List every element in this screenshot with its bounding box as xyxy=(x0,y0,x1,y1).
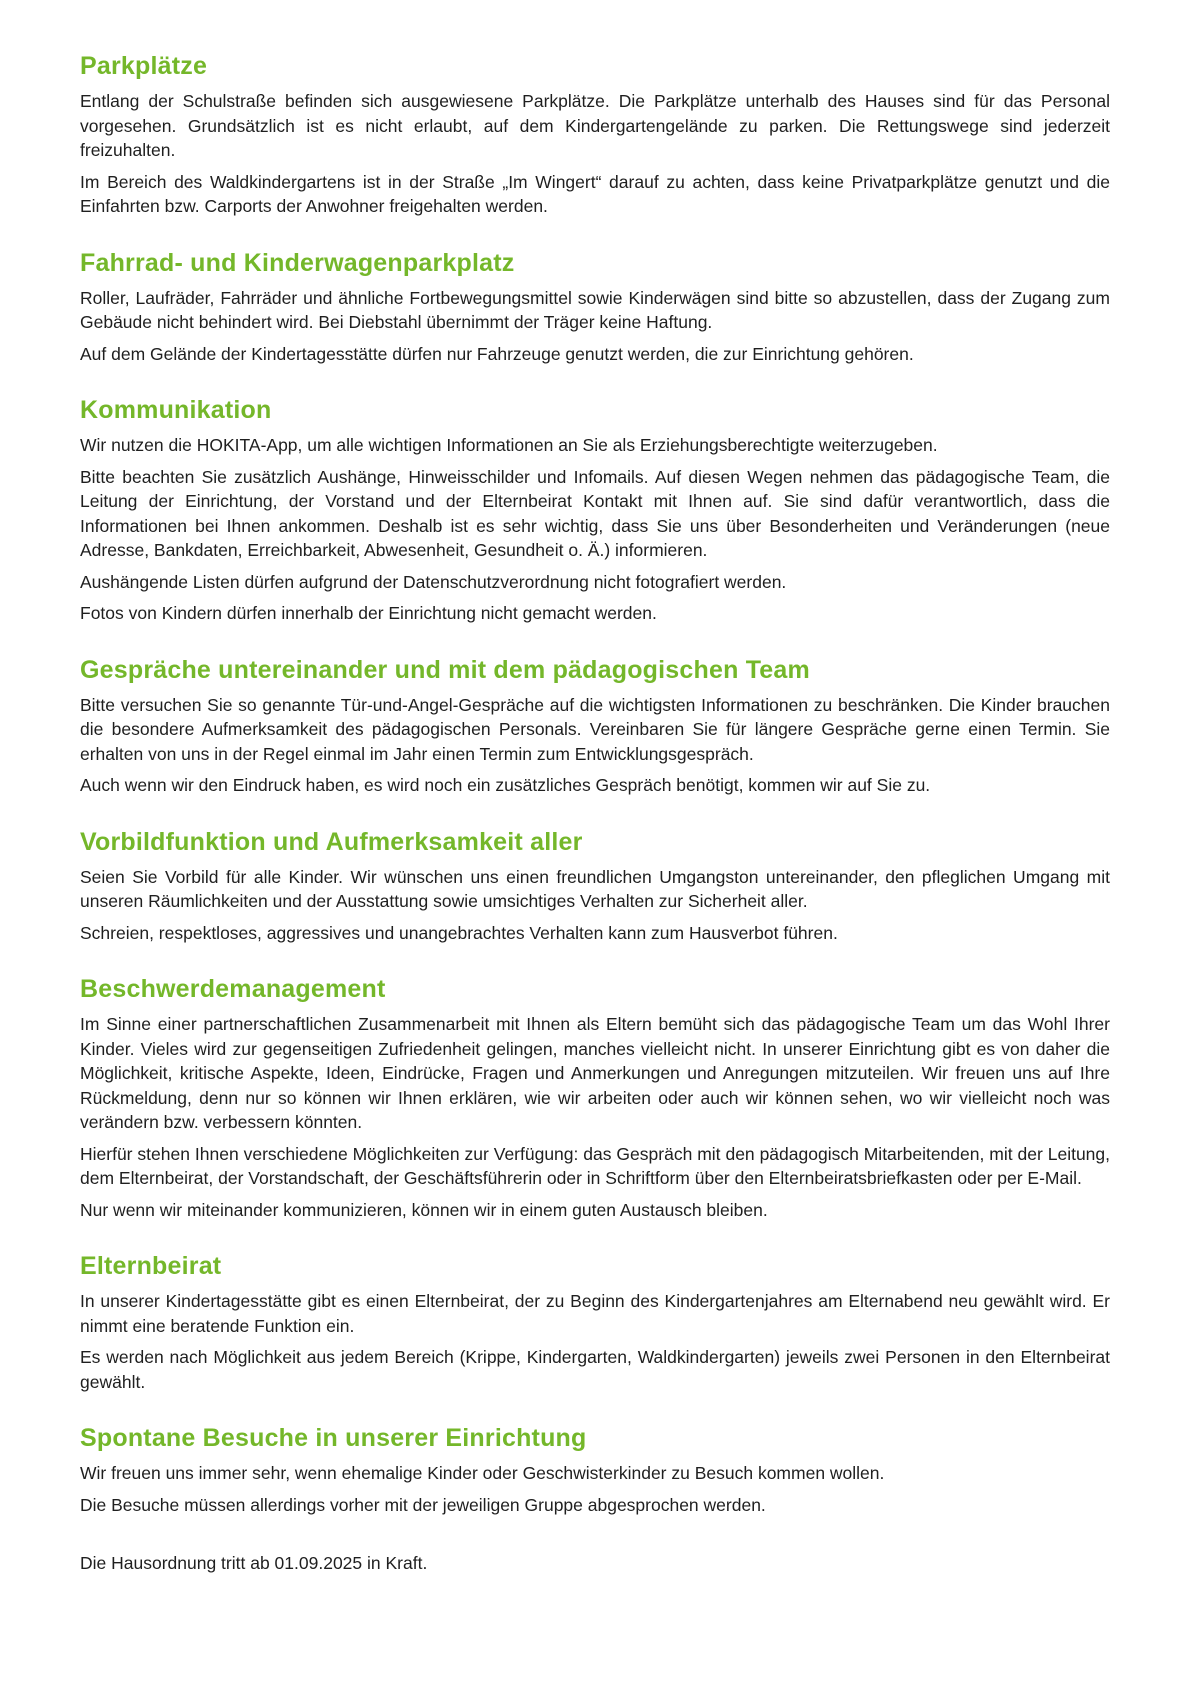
section-elternbeirat xyxy=(80,1252,1110,1394)
paragraph: Im Sinne einer partnerschaftlichen Zusammenarbeit mit Ihnen als Eltern bemüht sich das pädagogische Team um das Wohl Ihrer Kinder. Vieles wird zur gegenseitigen Zufriedenheit gelingen, manches vielleicht nicht. In unserer Einrichtung gibt es von daher die Möglichkeit, kritische Aspekte, Ideen, Eindrücke, Fragen und Anmerkungen und Anregungen mitzuteilen. Wir freuen uns auf Ihre Rückmeldung, denn nur so können wir Ihnen erklären, wie wir arbeiten oder auch wir können sehen, wo wir vielleicht noch was verändern bzw. verbessern könnten. xyxy=(80,1014,1110,1132)
paragraph: Bitte beachten Sie zusätzlich Aushänge, Hinweisschilder und Infomails. Auf diesen Wegen nehmen das pädagogische Team, die Leitung der Einrichtung, der Vorstand und der Elternbeirat Kontakt mit Ihnen auf. Sie sind dafür verantwortlich, dass die Informationen bei Ihnen ankommen. Deshalb ist es sehr wichtig, dass Sie uns über Besonderheiten und Veränderungen (neue Adresse, Bankdaten, Erreichbarkeit, Abwesenheit, Gesundheit o. Ä.) informieren. xyxy=(80,466,1110,560)
section-title: Fahrrad- und Kinderwagenparkplatz xyxy=(80,248,515,277)
paragraph: Auch wenn wir den Eindruck haben, es wird noch ein zusätzliches Gespräch benötigt, kommen wir auf Sie zu. xyxy=(80,775,931,795)
paragraph: Wir freuen uns immer sehr, wenn ehemalige Kinder oder Geschwisterkinder zu Besuch kommen wollen. xyxy=(80,1463,885,1483)
section-beschwerdemanagement xyxy=(80,975,1110,1222)
paragraph: Bitte versuchen Sie so genannte Tür-und-Angel-Gespräche auf die wichtigsten Informationen zu beschränken. Die Kinder brauchen die besondere Aufmerksamkeit des pädagogischen Personals. Vereinbaren Sie für längere Gespräche gerne einen Termin. Sie erhalten von uns in der Regel einmal im Jahr einen Termin zum Entwicklungsgespräch. xyxy=(80,694,1110,764)
paragraph: Wir nutzen die HOKITA-App, um alle wichtigen Informationen an Sie als Erziehungsberechtigte weiterzugeben. xyxy=(80,435,938,455)
paragraph: Schreien, respektloses, aggressives und unangebrachtes Verhalten kann zum Hausverbot führen. xyxy=(80,922,838,943)
paragraph: Fotos von Kindern dürfen innerhalb der Einrichtung nicht gemacht werden. xyxy=(80,603,657,623)
section-title: Gespräche untereinander und mit dem pädagogischen Team xyxy=(80,655,810,684)
closing-line: Die Hausordnung tritt ab 01.09.2025 in Kraft. xyxy=(80,1553,428,1573)
section-kommunikation xyxy=(80,396,1110,626)
paragraph: Entlang der Schulstraße befinden sich ausgewiesene Parkplätze. Die Parkplätze unterhalb des Hauses sind für das Personal vorgesehen. Grundsätzlich ist es nicht erlaubt, auf dem Kindergartengelände zu parken. Die Rettungswege sind jederzeit freizuhalten. xyxy=(80,91,1110,160)
section-title: Kommunikation xyxy=(80,396,272,424)
section-fahrrad-kinderwagenparkplatz xyxy=(80,249,1110,367)
paragraph: Seien Sie Vorbild für alle Kinder. Wir wünschen uns einen freundlichen Umgangston untereinander, den pfleglichen Umgang mit unseren Räumlichkeiten und der Ausstattung sowie umsichtiges Verhalten zur Sicherheit aller. xyxy=(80,866,1110,911)
paragraph: Hierfür stehen Ihnen verschiedene Möglichkeiten zur Verfügung: das Gespräch mit den pädagogisch Mitarbeitenden, mit der Leitung, dem Elternbeirat, der Vorstandschaft, der Geschäftsführerin oder in Schriftform über den Elternbeiratsbriefkasten oder per E-Mail. xyxy=(80,1143,1110,1188)
section-spontane-besuche xyxy=(80,1424,1110,1517)
section-parkplaetze xyxy=(80,52,1110,219)
paragraph: Im Bereich des Waldkindergartens ist in der Straße „Im Wingert“ darauf zu achten, dass keine Privatparkplätze genutzt und die Einfahrten bzw. Carports der Anwohner freigehalten werden. xyxy=(80,171,1110,216)
paragraph: Es werden nach Möglichkeit aus jedem Bereich (Krippe, Kindergarten, Waldkindergarten) jeweils zwei Personen in den Elternbeirat gewählt. xyxy=(80,1347,1110,1392)
section-title: Vorbildfunktion und Aufmerksamkeit aller xyxy=(80,827,583,856)
paragraph: Roller, Laufräder, Fahrräder und ähnliche Fortbewegungsmittel sowie Kinderwägen sind bitte so abzustellen, dass der Zugang zum Gebäude nicht behindert wird. Bei Diebstahl übernimmt der Träger keine Haftung. xyxy=(80,287,1110,332)
section-vorbildfunktion xyxy=(80,828,1110,946)
section-gespraeche xyxy=(80,656,1110,798)
section-title: Spontane Besuche in unserer Einrichtung xyxy=(80,1424,587,1452)
section-title: Beschwerdemanagement xyxy=(80,975,386,1003)
section-title: Parkplätze xyxy=(80,52,208,80)
paragraph: Nur wenn wir miteinander kommunizieren, können wir in einem guten Austausch bleiben. xyxy=(80,1199,768,1220)
paragraph: Aushängende Listen dürfen aufgrund der Datenschutzverordnung nicht fotografiert werden. xyxy=(80,571,787,592)
paragraph: In unserer Kindertagesstätte gibt es einen Elternbeirat, der zu Beginn des Kindergartenjahres am Elternabend neu gewählt wird. Er nimmt eine beratende Funktion ein. xyxy=(80,1291,1110,1336)
paragraph: Auf dem Gelände der Kindertagesstätte dürfen nur Fahrzeuge genutzt werden, die zur Einrichtung gehören. xyxy=(80,343,914,364)
section-title: Elternbeirat xyxy=(80,1252,222,1280)
paragraph: Die Besuche müssen allerdings vorher mit der jeweiligen Gruppe abgesprochen werden. xyxy=(80,1494,766,1515)
